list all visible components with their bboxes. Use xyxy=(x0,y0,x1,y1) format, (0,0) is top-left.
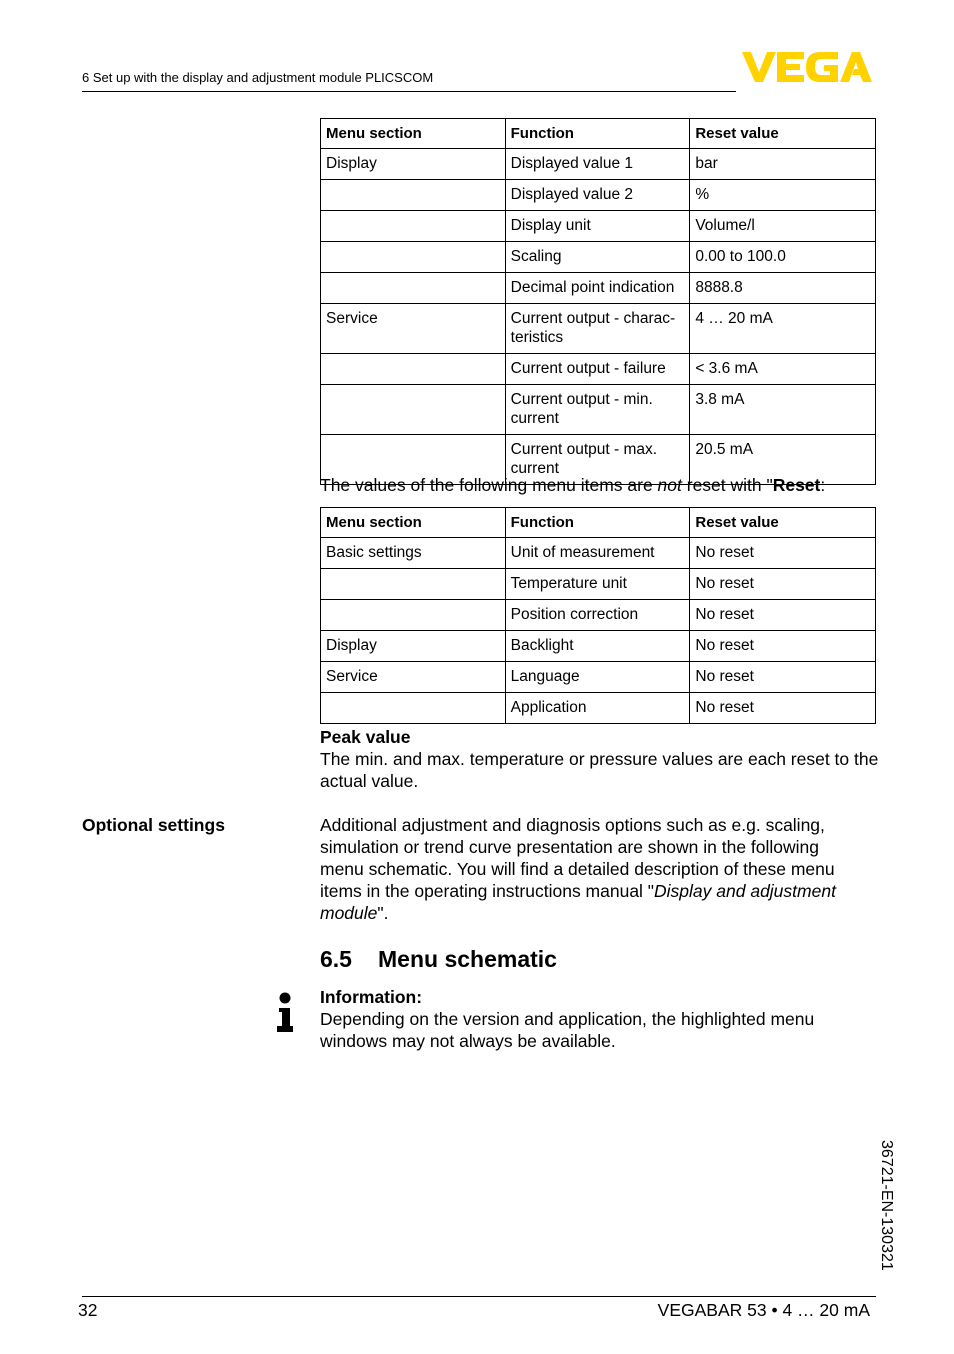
table-cell: Basic settings xyxy=(321,538,506,569)
table-cell: % xyxy=(690,180,876,211)
table-cell xyxy=(321,180,506,211)
document-number: 36721-EN-130321 xyxy=(878,1140,895,1271)
footer-divider xyxy=(82,1296,876,1297)
table-row xyxy=(321,211,876,242)
section-number: 6.5 xyxy=(320,946,352,972)
table-row xyxy=(321,569,876,600)
peak-value-text: The min. and max. temperature or pressure values are each reset to the actual value. xyxy=(320,749,879,791)
column-header: Reset value xyxy=(690,119,876,149)
table-row xyxy=(321,631,876,662)
table-cell: Current output - max. current xyxy=(505,435,690,485)
table-cell: Service xyxy=(321,304,506,354)
table-cell: No reset xyxy=(690,600,876,631)
table-cell: Service xyxy=(321,662,506,693)
table-cell xyxy=(321,600,506,631)
table-cell: No reset xyxy=(690,538,876,569)
table-cell: No reset xyxy=(690,569,876,600)
table-cell: Current output - failure xyxy=(505,354,690,385)
not-reset-table xyxy=(320,507,876,724)
table-header-row xyxy=(321,119,876,149)
table-row xyxy=(321,600,876,631)
table-cell: Unit of measurement xyxy=(505,538,690,569)
table-cell: Decimal point indication xyxy=(505,273,690,304)
info-icon xyxy=(276,992,294,1034)
table-cell: Volume/l xyxy=(690,211,876,242)
table-cell: Backlight xyxy=(505,631,690,662)
table-cell xyxy=(321,354,506,385)
intro-emphasis: not xyxy=(657,475,682,495)
page-number: 32 xyxy=(78,1300,98,1320)
table-cell: bar xyxy=(690,149,876,180)
table-row xyxy=(321,180,876,211)
optional-settings-label: Optional settings xyxy=(82,815,225,835)
header-divider xyxy=(82,91,736,92)
table-cell xyxy=(321,385,506,435)
table-cell: Displayed value 2 xyxy=(505,180,690,211)
table-cell: Display unit xyxy=(505,211,690,242)
table-cell xyxy=(321,569,506,600)
table-cell: < 3.6 mA xyxy=(690,354,876,385)
table-cell: Displayed value 1 xyxy=(505,149,690,180)
table-cell: Current output - charac- teristics xyxy=(505,304,690,354)
product-name: VEGABAR 53 • 4 … 20 mA xyxy=(657,1300,870,1320)
table-header-row xyxy=(321,508,876,538)
table-cell: No reset xyxy=(690,662,876,693)
chapter-title: 6 Set up with the display and adjustment module PLICSCOM xyxy=(82,70,434,85)
table-row xyxy=(321,538,876,569)
information-heading: Information: xyxy=(320,987,423,1007)
column-header: Menu section xyxy=(321,508,506,538)
optional-settings-text xyxy=(320,814,865,924)
table-cell xyxy=(321,273,506,304)
column-header: Function xyxy=(505,119,690,149)
intro-strong: Reset xyxy=(772,475,821,495)
table-row xyxy=(321,693,876,724)
peak-value-heading: Peak value xyxy=(320,727,411,747)
table-cell: 4 … 20 mA xyxy=(690,304,876,354)
column-header: Menu section xyxy=(321,119,506,149)
table-row xyxy=(321,149,876,180)
table-cell: 3.8 mA xyxy=(690,385,876,435)
table-cell xyxy=(321,211,506,242)
table-cell: 8888.8 xyxy=(690,273,876,304)
table-cell: No reset xyxy=(690,631,876,662)
intro-text: reset with " xyxy=(681,475,773,495)
table-cell: 20.5 mA xyxy=(690,435,876,485)
intro-text: The values of the following menu items are xyxy=(320,475,658,495)
table-cell xyxy=(321,693,506,724)
information-text: Depending on the version and application, the highlighted menu windows may not always be available. xyxy=(320,1009,815,1051)
section-heading xyxy=(320,946,557,973)
table-cell: Display xyxy=(321,149,506,180)
table-row xyxy=(321,662,876,693)
vega-logo xyxy=(742,52,872,82)
intro-text: : xyxy=(820,475,826,495)
table-cell: Display xyxy=(321,631,506,662)
optional-settings-body: Additional adjustment and diagnosis options such as e.g. scaling, simulation or trend curve presentation are shown in the following menu schematic. You will find a detailed description of these menu items in the operating instructions manual " xyxy=(320,815,835,901)
table-cell: No reset xyxy=(690,693,876,724)
table-row xyxy=(321,304,876,354)
table-cell: Application xyxy=(505,693,690,724)
table-row xyxy=(321,385,876,435)
optional-settings-end: ". xyxy=(377,903,389,923)
not-reset-intro xyxy=(320,474,880,496)
table-row xyxy=(321,354,876,385)
manual-title: Display and adjustment module xyxy=(320,881,836,923)
table-cell: Scaling xyxy=(505,242,690,273)
table-cell: Temperature unit xyxy=(505,569,690,600)
column-header: Function xyxy=(505,508,690,538)
table-cell: Position correction xyxy=(505,600,690,631)
table-row xyxy=(321,273,876,304)
table-cell xyxy=(321,242,506,273)
table-cell: 0.00 to 100.0 xyxy=(690,242,876,273)
column-header: Reset value xyxy=(690,508,876,538)
table-row xyxy=(321,242,876,273)
table-cell: Language xyxy=(505,662,690,693)
reset-values-table xyxy=(320,118,876,485)
table-cell: Current output - min. current xyxy=(505,385,690,435)
section-title: Menu schematic xyxy=(378,946,557,972)
